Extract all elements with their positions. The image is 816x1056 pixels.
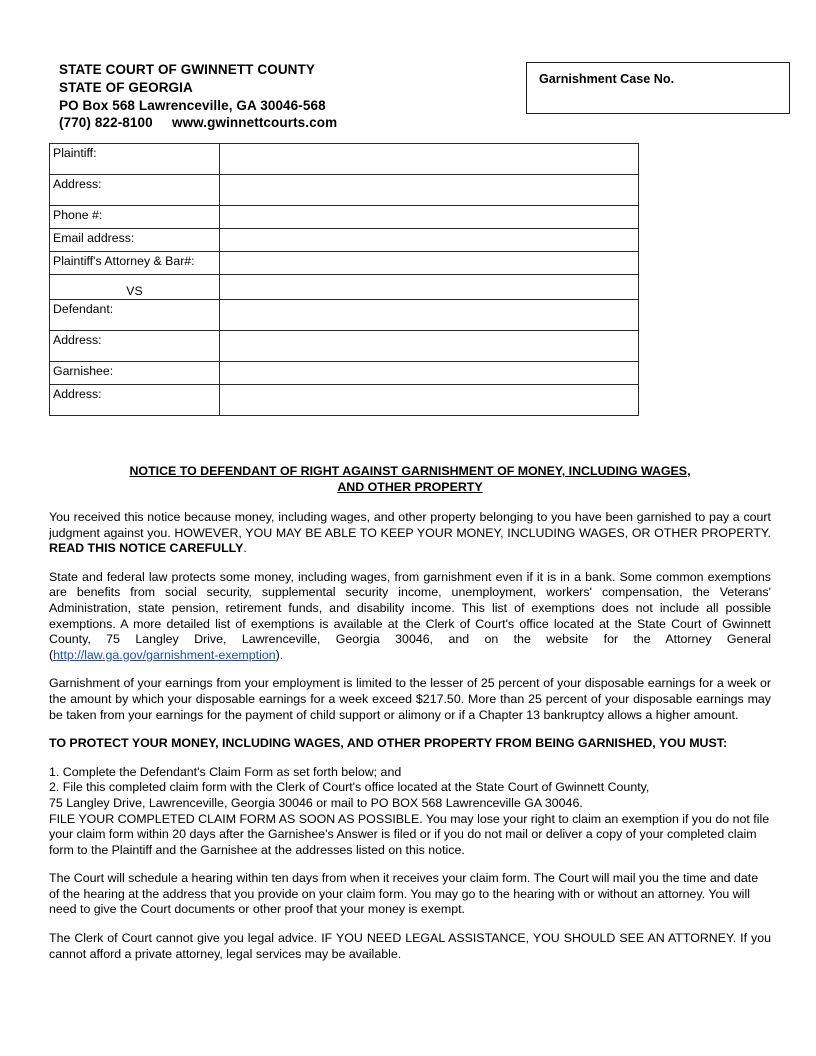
table-row [50, 300, 639, 331]
paragraph-exemptions [49, 570, 771, 664]
row-label-garnishee-address: Address: [50, 385, 220, 416]
court-header-line-3: PO Box 568 Lawrenceville, GA 30046-568 [59, 97, 326, 113]
protect-money-heading-text: TO PROTECT YOUR MONEY, INCLUDING WAGES, AND OTHER PROPERTY FROM BEING GARNISHED, YOU MUST: [49, 736, 728, 751]
paragraph-exemptions-text: State and federal law protects some money, including wages, from garnishment even if it is in a bank. Some common exemptions are benefits from social security, supplemental security income, unemployment, workers' compensation, the Veterans' Administration, state pension, retirement funds, and disability income. This list of exemptions does not include all possible exemptions. A more detailed list of exemptions is available at the Clerk of Court's office located at the State Court of Gwinnett County, 75 Langley Drive, Lawrenceville, Georgia 30046, and on the website for the Attorney General ( [49, 569, 771, 662]
table-row [50, 252, 639, 275]
garnishment-case-no-box[interactable] [526, 62, 790, 114]
court-header-line-2: STATE OF GEORGIA [59, 79, 193, 95]
step-2-line-2: 75 Langley Drive, Lawrenceville, Georgia 30046 or mail to PO BOX 568 Lawrenceville GA 30046. [49, 795, 583, 810]
court-header-line-4: (770) 822-8100 www.gwinnettcourts.com [59, 115, 338, 131]
table-row [50, 385, 639, 416]
table-row [50, 229, 639, 252]
party-information-table [49, 143, 639, 416]
paragraph-received-notice [49, 510, 771, 557]
paragraph-earnings-limit: Garnishment of your earnings from your employment is limited to the lesser of 25 percent of your disposable earnings for a week or the amount by which your disposable earnings for a week exceed $217.50. More than 25 percent of your disposable earnings may be taken from your earnings for the payment of child support or alimony or if a Chapter 13 bankruptcy allows a higher amount. [49, 676, 771, 722]
row-label-attorney-bar: Plaintiff's Attorney & Bar#: [50, 252, 220, 275]
notice-body [49, 510, 771, 975]
attorney-general-exemption-link[interactable]: http://law.ga.gov/garnishment-exemption [53, 647, 276, 662]
paragraph-hearing: The Court will schedule a hearing within ten days from when it receives your claim form. The Court will mail you the time and date of the hearing at the address that you provide on your claim form. You may go to the hearing with or without an attorney. You will need to give the Court documents or other proof that your money is exempt. [49, 871, 759, 917]
row-value-plaintiff[interactable] [220, 144, 639, 175]
table-row [50, 206, 639, 229]
notice-title-line-2: AND OTHER PROPERTY [337, 479, 483, 494]
row-value-attorney-bar[interactable] [220, 252, 639, 275]
row-value-phone[interactable] [220, 206, 639, 229]
court-header [59, 61, 489, 132]
row-value-plaintiff-address[interactable] [220, 175, 639, 206]
table-row [50, 331, 639, 362]
paragraph-received-notice-tail: . [243, 541, 247, 556]
vs-separator-value [220, 275, 639, 300]
paragraph-file-asap: FILE YOUR COMPLETED CLAIM FORM AS SOON AS POSSIBLE. You may lose your right to claim an exemption if you do not file your claim form within 20 days after the Garnishee's Answer is filed or if you do not mail or deliver a copy of your completed claim form to the Plaintiff and the Garnishee at the addresses listed on this notice. [49, 811, 770, 857]
notice-title [49, 464, 771, 495]
row-label-plaintiff-address: Address: [50, 175, 220, 206]
row-value-garnishee-address[interactable] [220, 385, 639, 416]
step-1: 1. Complete the Defendant's Claim Form as set forth below; and [49, 764, 402, 779]
row-value-garnishee[interactable] [220, 362, 639, 385]
notice-title-line-1: NOTICE TO DEFENDANT OF RIGHT AGAINST GARNISHMENT OF MONEY, INCLUDING WAGES, [129, 464, 691, 478]
row-value-email[interactable] [220, 229, 639, 252]
paragraph-received-notice-text: You received this notice because money, including wages, and other property belonging to you have been garnished to pay a court judgment against you. HOWEVER, YOU MAY BE ABLE TO KEEP YOUR MONEY, INCLUDING WAGES, OR OTHER PROPERTY. [49, 510, 771, 540]
paragraph-exemptions-tail: ). [275, 647, 284, 662]
row-label-garnishee: Garnishee: [50, 362, 220, 385]
step-2-line-1: 2. File this completed claim form with the Clerk of Court's office located at the State Court of Gwinnett County, [49, 780, 650, 795]
row-value-defendant-address[interactable] [220, 331, 639, 362]
table-row [50, 362, 639, 385]
row-label-email: Email address: [50, 229, 220, 252]
row-label-defendant: Defendant: [50, 300, 220, 331]
vs-separator-label: VS [50, 275, 220, 300]
court-header-line-1: STATE COURT OF GWINNETT COUNTY [59, 62, 315, 77]
read-carefully-emphasis: READ THIS NOTICE CAREFULLY [49, 541, 244, 556]
row-label-phone: Phone #: [50, 206, 220, 229]
table-row [50, 144, 639, 175]
row-value-defendant[interactable] [220, 300, 639, 331]
paragraph-clerk-legal-advice: The Clerk of Court cannot give you legal advice. IF YOU NEED LEGAL ASSISTANCE, YOU SHOULD SEE AN ATTORNEY. If you cannot afford a private attorney, legal services may be available. [49, 931, 771, 961]
row-label-defendant-address: Address: [50, 331, 220, 362]
table-row [50, 175, 639, 206]
table-row-vs [50, 275, 639, 300]
row-label-plaintiff: Plaintiff: [50, 144, 220, 175]
garnishment-case-no-label: Garnishment Case No. [539, 72, 675, 86]
protect-money-heading [49, 736, 771, 752]
